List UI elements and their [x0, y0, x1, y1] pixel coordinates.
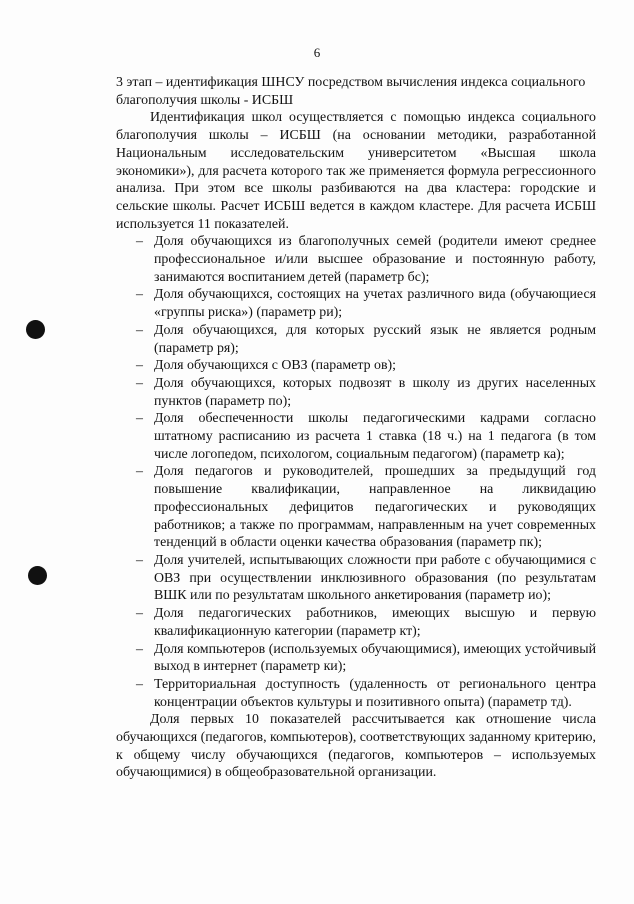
bullet-dash: – [136, 552, 143, 568]
indicator-list [116, 233, 596, 711]
list-item [116, 605, 596, 640]
bullet-dash: – [136, 287, 143, 303]
list-item [116, 286, 596, 321]
list-item [116, 463, 596, 552]
list-item-text: Территориальная доступность (удаленность от регионального центра концентрации объектов культуры и позитивного опыта) (параметр тд). [154, 676, 596, 710]
list-item-text: Доля обучающихся, состоящих на учетах различного вида (обучающиеся «группы риска») (параметр ри); [154, 287, 596, 321]
bullet-dash: – [136, 411, 143, 427]
bullet-dash: – [136, 375, 143, 391]
list-item-text: Доля обеспеченности школы педагогическими кадрами согласно штатному расписанию из расчета 1 ставка (18 ч.) на 1 педагога (в том числе логопедом, психологом, социальным педагогом) (параметр ка); [154, 411, 596, 462]
list-item [116, 375, 596, 410]
list-item-text: Доля обучающихся с ОВЗ (параметр ов); [154, 358, 396, 374]
bullet-dash: – [136, 641, 143, 657]
document-body [116, 74, 596, 782]
bullet-dash: – [136, 606, 143, 622]
list-item [116, 233, 596, 286]
list-item [116, 357, 596, 375]
list-item-text: Доля обучающихся, для которых русский язык не является родным (параметр ря); [154, 322, 596, 356]
list-item-text: Доля педагогов и руководителей, прошедших за предыдущий год повышение квалификации, направленное на ликвидацию профессиональных дефицитов педагогических и руководящих работников; а также по программам, направленным на учет современных тенденций в области оценки качества образования (параметр пк); [154, 464, 596, 551]
bullet-dash: – [136, 358, 143, 374]
bullet-dash: – [136, 234, 143, 250]
list-item [116, 676, 596, 711]
list-item-text: Доля учителей, испытывающих сложности при работе с обучающимися с ОВЗ при осуществлении инклюзивного образования (по результатам ВШК или по результатам школьного анкетирования (параметр ио); [154, 552, 596, 604]
bullet-dash: – [136, 464, 143, 480]
page-number: 6 [313, 45, 321, 60]
list-item-text: Доля педагогических работников, имеющих высшую и первую квалификационную категории (параметр кт); [154, 606, 596, 639]
list-item-text: Доля обучающихся, которых подвозят в школу из других населенных пунктов (параметр по); [154, 375, 596, 409]
punch-hole-bottom [28, 566, 47, 585]
section-title: 3 этап – идентификация ШНСУ посредством вычисления индекса социального благополучия школы - ИСБШ [116, 75, 586, 108]
list-item [116, 410, 596, 463]
list-item [116, 641, 596, 676]
intro-paragraph: Идентификация школ осуществляется с помощью индекса социального благополучия школы – ИСБШ (на основании методики, разработанной Национальным исследовательским университетом «Высшая школа экономики»), для расчета которого так же применяется формула регрессионного анализа. При этом все школы разбиваются на два кластера: городские и сельские школы. Расчет ИСБШ ведется в каждом кластере. Для расчета ИСБШ используется 11 показателей. [116, 110, 596, 232]
punch-hole-top [26, 320, 45, 339]
bullet-dash: – [136, 322, 143, 338]
list-item-text: Доля обучающихся из благополучных семей (родители имеют среднее профессиональное и/или высшее образование и постоянную работу, занимаются воспитанием детей (параметр бс); [154, 234, 596, 285]
closing-paragraph: Доля первых 10 показателей рассчитывается как отношение числа обучающихся (педагогов, компьютеров), соответствующих заданному критерию, к общему числу обучающихся (педагогов, компьютеров – используемых обучающимися) в общеобразовательной организации. [116, 712, 597, 781]
list-item [116, 322, 596, 357]
list-item [116, 552, 596, 605]
list-item-text: Доля компьютеров (используемых обучающимися), имеющих устойчивый выход в интернет (параметр ки); [154, 641, 596, 675]
bullet-dash: – [136, 676, 143, 692]
